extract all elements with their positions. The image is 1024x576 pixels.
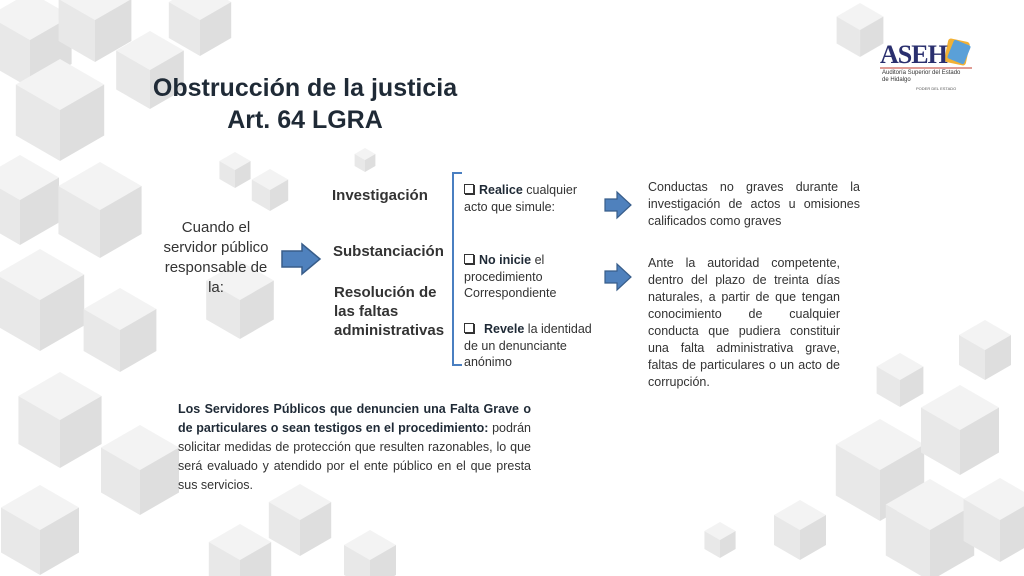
arrow-right-icon: [280, 242, 322, 276]
bullet-realice-rest: cualquier acto que simule:: [464, 183, 577, 214]
aseh-logo: [876, 36, 976, 94]
bullet-no-inicie-bold: No inicie: [479, 253, 532, 267]
right-text-second: Ante la autoridad competente, dentro del plazo de treinta días naturales, a partir de que tengan conocimiento de cualquier conducta que pudiera constituir una falta administrativa grave, faltas de particulares o un acto de corrupción.: [648, 256, 840, 389]
stage-substanciacion: Substanciación: [333, 243, 444, 260]
logo-name: ASEH: [880, 40, 947, 69]
checkbox-bullet-icon: [464, 323, 474, 333]
title-line-2: Art. 64 LGRA: [227, 106, 383, 134]
bottom-paragraph-bold: Los Servidores Públicos que denuncien una Falta Grave o de particulares o sean testigos en el procedimiento:: [178, 402, 531, 435]
arrow-right-icon: [603, 190, 633, 220]
arrow-right-icon: [603, 262, 633, 292]
bullet-no-inicie: [464, 252, 579, 302]
left-statement: Cuando el servidor público responsable de la:: [163, 219, 269, 296]
stage-investigacion: Investigación: [332, 187, 428, 204]
title-line-1: Obstrucción de la justicia: [152, 74, 458, 102]
right-text-first: Conductas no graves durante la investigación de actos u omisiones calificados como graves: [648, 180, 860, 228]
bullet-realice: [464, 182, 594, 215]
page-title: [120, 72, 490, 136]
bullet-revele: [464, 321, 604, 371]
checkbox-bullet-icon: [464, 254, 474, 264]
stage-resolucion: Resolución de las faltas administrativas: [334, 284, 445, 339]
logo-tagline: PODER DEL ESTADO: [916, 86, 957, 91]
bullet-no-inicie-rest: el procedimiento Correspondiente: [464, 253, 557, 300]
bottom-paragraph-rest: podrán solicitar medidas de protección que resulten razonables, lo que será evaluado y atendido por el ente público en el que presta sus servicios.: [178, 421, 531, 492]
bullet-revele-rest: la identidad de un denunciante anónimo: [464, 322, 592, 369]
bullet-revele-bold: Revele: [484, 322, 525, 336]
logo-subtitle: Auditoría Superior del Estado de Hidalgo: [882, 70, 961, 83]
checkbox-bullet-icon: [464, 184, 474, 194]
bottom-paragraph: [178, 400, 531, 495]
bullet-realice-bold: Realice: [479, 183, 523, 197]
bracket: [452, 172, 462, 366]
